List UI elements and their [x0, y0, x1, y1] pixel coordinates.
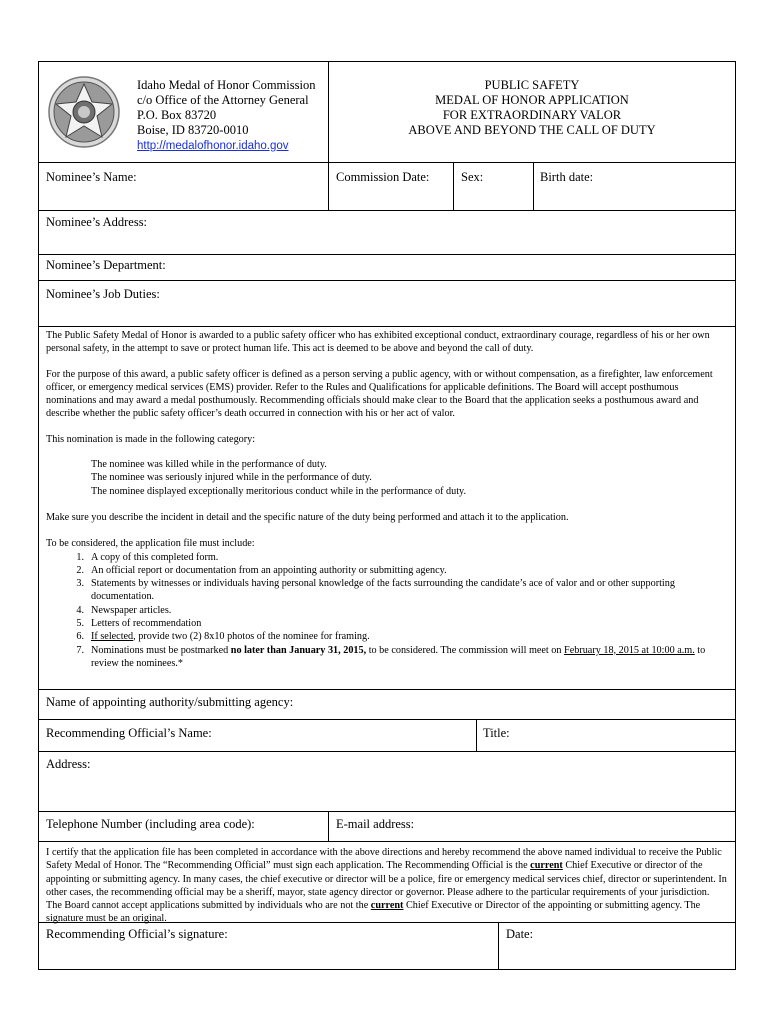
title-line: ABOVE AND BEYOND THE CALL OF DUTY — [408, 123, 656, 137]
address-line: c/o Office of the Attorney General — [137, 93, 309, 107]
title-line: MEDAL OF HONOR APPLICATION — [435, 93, 629, 107]
category-list — [46, 458, 727, 498]
officer-definition: For the purpose of this award, a public safety officer is defined as a person serving a public agency, with or without compensation, as a firefighter, law enforcement officer, or emergency medical services (EMS) provider. Refer to the Rules and Qualifications for applicable definitions. The Board will accept posthumous nominations and may award a medal posthumously. Recommending officials should make clear to the Board that the application seeks a posthumous award and describe whether the public safety officer’s death occurred in connection with his or her act of valor. — [46, 368, 713, 420]
category-meritorious-checkbox[interactable]: The nominee displayed exceptionally meritorious conduct while in the performance of duty. — [91, 485, 467, 497]
meeting-date: February 18, 2015 at 10:00 a.m. — [564, 644, 695, 656]
list-item: 3. Statements by witnesses or individuals having personal knowledge of the facts surrounding the candidate’s ace of valor and or other supporting documentation. — [76, 578, 675, 603]
medal-of-honor-seal-icon — [47, 75, 121, 149]
address-line: Idaho Medal of Honor Commission — [137, 78, 316, 92]
nominee-job-duties-field[interactable]: Nominee’s Job Duties: — [46, 287, 160, 301]
title-line: PUBLIC SAFETY — [484, 78, 580, 92]
agency-field[interactable]: Name of appointing authority/submitting agency: — [46, 695, 294, 709]
certification-section — [39, 842, 735, 924]
list-item: 4. Newspaper articles. — [76, 604, 172, 616]
official-address-row — [39, 752, 735, 812]
commission-date-field[interactable]: Commission Date: — [336, 170, 430, 184]
list-item: 7. Nominations must be postmarked no later than January 31, 2015, to be considered. The commission will meet on February 18, 2015 at 10:00 a.m. to review the nominees.* — [76, 644, 706, 669]
requirements-list — [46, 551, 727, 671]
telephone-field[interactable]: Telephone Number (including area code): — [46, 817, 255, 831]
address-line: P.O. Box 83720 — [137, 108, 217, 122]
category-killed-checkbox[interactable]: The nominee was killed while in the performance of duty. — [91, 459, 327, 471]
birth-date-field[interactable]: Birth date: — [540, 170, 594, 184]
list-item: 6. If selected, provide two (2) 8x10 photos of the nominee for framing. — [76, 631, 370, 643]
signature-row — [39, 922, 735, 969]
nominee-address-row — [39, 211, 735, 255]
list-item: 5. Letters of recommendation — [76, 618, 202, 630]
nominee-department-row — [39, 255, 735, 281]
nominee-address-field[interactable]: Nominee’s Address: — [46, 215, 148, 229]
divider — [476, 720, 477, 751]
nominee-name-row — [39, 163, 735, 211]
category-injured-checkbox[interactable]: The nominee was seriously injured while in the performance of duty. — [91, 472, 372, 484]
signature-date-field[interactable]: Date: — [506, 927, 534, 941]
nominee-department-field[interactable]: Nominee’s Department: — [46, 258, 166, 272]
divider — [328, 163, 329, 210]
nominee-job-duties-row — [39, 281, 735, 327]
form-title — [329, 78, 735, 138]
instructions-section — [39, 327, 735, 690]
divider — [533, 163, 534, 210]
official-name-field[interactable]: Recommending Official’s Name: — [46, 726, 212, 740]
signature-field[interactable]: Recommending Official’s signature: — [46, 927, 228, 941]
list-item: 2. An official report or documentation from an appointing authority or submitting agency. — [76, 564, 447, 576]
nominee-name-field[interactable]: Nominee’s Name: — [46, 170, 137, 184]
describe-instruction: Make sure you describe the incident in detail and the specific nature of the duty being performed and attach it to the application. — [46, 511, 569, 523]
award-description: The Public Safety Medal of Honor is awarded to a public safety officer who has exhibited exceptional conduct, extraordinary courage, regardless of his or her own personal safety, in the attempt to save or protect human life. This act is deemed to be above and beyond the call of duty. — [46, 330, 710, 355]
official-title-field[interactable]: Title: — [483, 726, 510, 740]
official-name-row — [39, 720, 735, 752]
email-field[interactable]: E-mail address: — [336, 817, 415, 831]
official-address-field[interactable]: Address: — [46, 757, 91, 771]
application-form — [38, 61, 736, 970]
divider — [453, 163, 454, 210]
instructions-text — [46, 329, 727, 670]
category-intro: This nomination is made in the following category: — [46, 433, 256, 445]
title-line: FOR EXTRAORDINARY VALOR — [442, 108, 622, 122]
divider — [498, 923, 499, 969]
requirements-intro: To be considered, the application file must include: — [46, 538, 255, 550]
certification-text: I certify that the application file has been completed in accordance with the above directions and hereby recommend the above named individual to receive the Public Safety Medal of Honor. The “Recommending Official” must sign each application. The Recommending Official is the current Chief Executive or director of the appointing or submitting agency. In many cases, the chief executive or director will be a police, fire or emergency medical services chief, director or superintendent. In other cases, the recommending official may be a sheriff, mayor, state agency director or governor. Please adhere to the particular requirements of your jurisdiction. The Board cannot accept applications submitted by individuals who are not the current Chief Executive or Director of the appointing or submitting agency. The signature must be an original. — [46, 847, 727, 925]
sex-field[interactable]: Sex: — [461, 170, 484, 184]
deadline: no later than January 31, 2015, — [230, 644, 367, 656]
agency-row — [39, 690, 735, 720]
address-line: Boise, ID 83720-0010 — [137, 123, 249, 137]
contact-row — [39, 812, 735, 842]
divider — [328, 812, 329, 841]
list-item: 1. A copy of this completed form. — [76, 551, 219, 563]
form-header — [39, 62, 735, 163]
commission-address — [137, 78, 315, 154]
website-link[interactable]: http://medalofhonor.idaho.gov — [137, 140, 289, 152]
